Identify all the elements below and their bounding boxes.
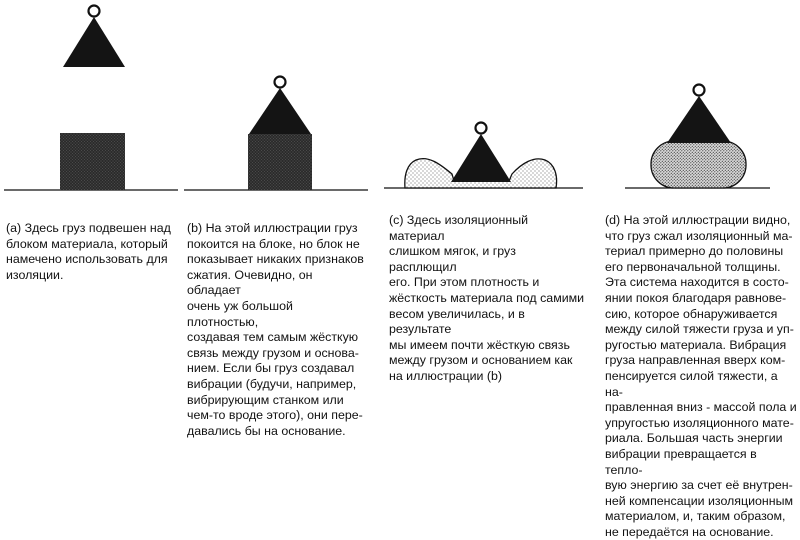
caption-c: (c) Здесь изоляционный материал слишком мягок, и груз расплющил его. При этом плотность и жёсткость материала под самими весом увеличилась, и в результате мы имеем почти жёсткую связь между грузом и основанием как на иллюстрации (b) [389, 213, 585, 383]
panel-b [184, 77, 368, 191]
weight-triangle-icon [451, 134, 511, 182]
material-block-b [248, 134, 312, 190]
material-block-a [60, 133, 125, 190]
panel-c [384, 123, 583, 189]
panel-a [4, 6, 178, 191]
caption-a: (a) Здесь груз подвешен над блоком материала, который намечено использовать для изоляции. [6, 221, 171, 282]
weight-hook-icon [89, 6, 100, 17]
caption-d: (d) На этой иллюстрации видно, что груз сжал изоляционный ма- териал примерно до половины его первоначальной толщины. Эта система находится в состо- янии покоя благодаря равнове- сию, которое обнаруживается между силой тяжести груза и уп- ругостью материала. Вибрация груза направленная вверх ком- пенсируется силой тяжести, а на- правленная вниз - массой пола и упругостью изоляционного мате- риала. Большая часть энергии вибрации превращается в тепло- вую энергию за счет её внутрен- ней компенсации изоляционным материалом, и, таким образом, не передаётся на основание. [605, 213, 797, 539]
compressed-material-d [651, 141, 746, 188]
weight-triangle-icon [249, 88, 311, 134]
weight-triangle-icon [63, 17, 125, 67]
caption-b: (b) На этой иллюстрации груз покоится на блоке, но блок не показывает никаких признаков сжатия. Очевидно, он обладает очень уж большой плотностью, создавая тем самым жёсткую связь между грузом и основа- нием. Если бы груз создавал вибрации (будучи, например, вибрирующим станком или чем-то вроде этого), они пере- давались бы на основание. [187, 221, 364, 438]
diagram-figure [0, 0, 800, 200]
weight-a [63, 6, 125, 68]
weight-triangle-icon [667, 96, 731, 143]
weight-d [667, 85, 731, 144]
weight-c [451, 123, 511, 183]
weight-hook-icon [275, 77, 286, 88]
weight-b [249, 77, 311, 135]
weight-hook-icon [476, 123, 487, 134]
panel-d [625, 85, 770, 189]
weight-hook-icon [694, 85, 705, 96]
